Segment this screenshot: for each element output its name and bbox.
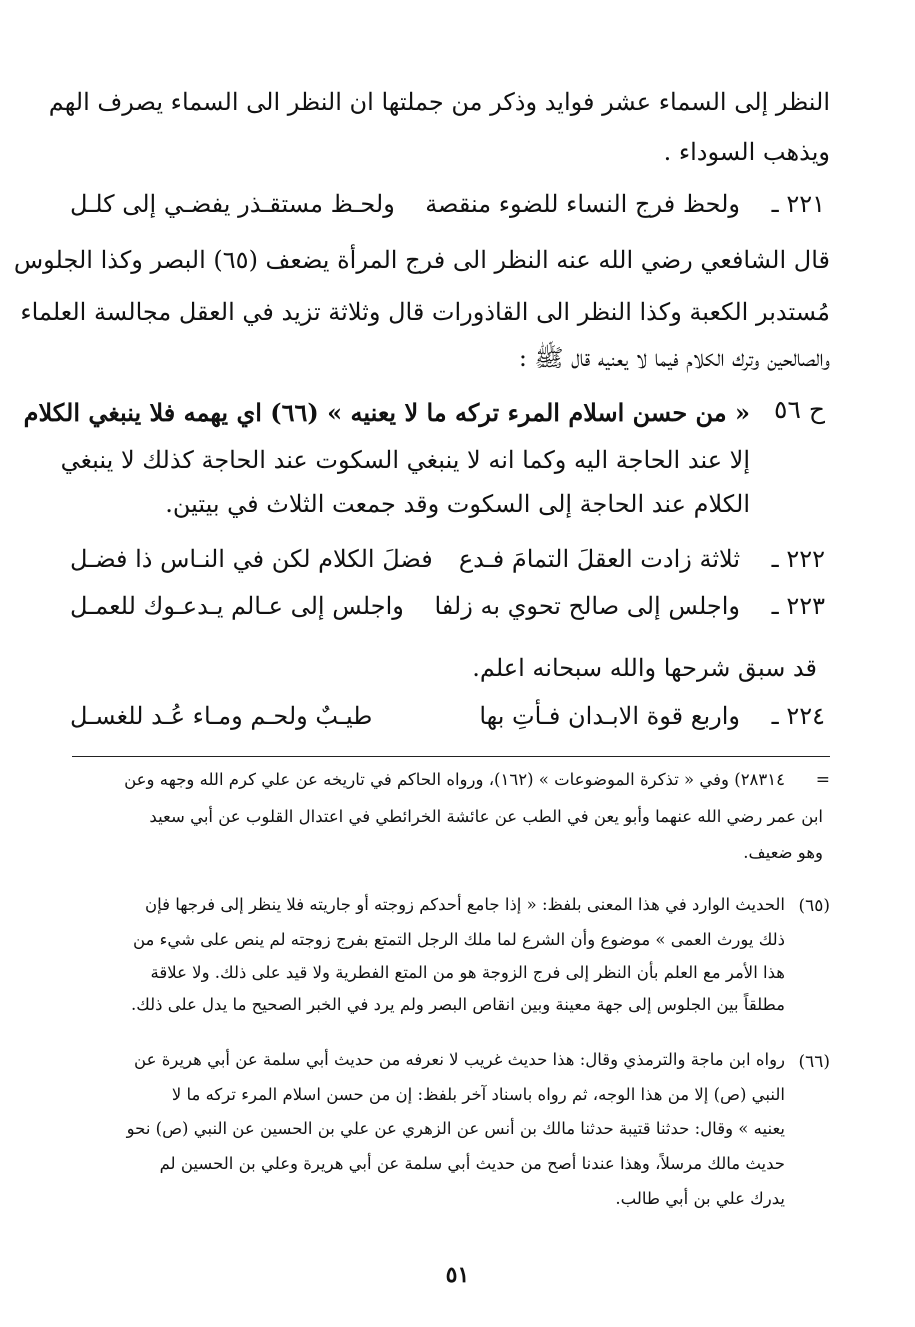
footnote-65-mark: (٦٥) [798,896,830,916]
verse-second-hemistich: ولحـظ مستقـذر يفضـي إلى كلـل [70,190,395,218]
footnote-line: ٢٨٣١٤) وفي « تذكرة الموضوعات » (١٦٢)، ورواه الحاكم في تاريخه عن علي كرم الله وجهه وعن [124,770,785,789]
verse-first-hemistich: ثلاثة زادت العقلَ التمامَ فـدع [458,545,740,573]
hadith-line: إلا عند الحاجة اليه وكما انه لا ينبغي السكوت عند الحاجة كذلك لا ينبغي [60,446,750,474]
footnote-line: وهو ضعيف. [743,843,823,862]
text-line: قال الشافعي رضي الله عنه النظر الى فرج المرأة يضعف (٦٥) البصر وكذا الجلوس [13,246,830,274]
verse-second-hemistich: فضلَ الكلام لكن في النـاس ذا فضـل [70,545,433,573]
text-line: والصالحين وترك الكلام فيما لا يعنيه قال ﷺ : [518,344,830,372]
note-line: قد سبق شرحها والله سبحانه اعلم. [472,654,817,682]
text-line: مُستدبر الكعبة وكذا النظر الى القاذورات قال وثلاثة تزيد في العقل مجالسة العلماء [20,298,830,326]
verse-224 [70,702,825,746]
footnote-line: النبي (ص) إلا من هذا الوجه، ثم رواه باسناد آخر بلفظ: إن من حسن اسلام المرء تركه ما لا [171,1085,785,1104]
verse-second-hemistich: طيـبٌ ولحـم ومـاء عُـد للغسـل [70,702,373,730]
footnote-line: ذلك يورث العمى » موضوع وأن الشرع لما ملك الرجل التمتع بفرج زوجته لم ينص على شيء من [132,930,785,949]
verse-number: ٢٢١ ـ [771,190,825,218]
footnote-line: مطلقاً بين الجلوس إلى جهة معينة وبين انقاص البصر ولم يرد في الخبر الصحيح ما يدل على ذلك. [130,995,785,1014]
verse-number: ٢٢٢ ـ [771,545,825,573]
text-line: ويذهب السوداء . [663,138,830,166]
footnote-line: هذا الأمر مع العلم بأن النظر إلى فرج الزوجة هو من المتع الفطرية ولا قيد على ذلك. ولا علاقة [150,963,785,982]
verse-number: ٢٢٤ ـ [771,702,825,730]
footnote-line: رواه ابن ماجة والترمذي وقال: هذا حديث غريب لا نعرفه من حديث أبي سلمة عن أبي هريرة عن [134,1050,785,1069]
footnote-divider [72,756,830,757]
verse-222 [70,545,825,589]
footnote-line: الحديث الوارد في هذا المعنى بلفظ: « إذا جامع أحدكم زوجته أو جاريته فلا ينظر إلى فرجها فإن [145,895,785,914]
verse-first-hemistich: واربع قوة الابـدان فـأتِ بها [479,702,740,730]
verse-223 [70,592,825,636]
page-number: ٥١ [445,1262,470,1288]
footnote-line: يدرك علي بن أبي طالب. [615,1189,785,1208]
verse-number: ٢٢٣ ـ [771,592,825,620]
verse-221 [70,190,825,234]
text-line: النظر إلى السماء عشر فوايد وذكر من جملتها ان النظر الى السماء يصرف الهم [48,88,830,116]
hadith-number: ح ٥٦ [774,395,825,424]
footnote-line: يعنيه » وقال: حدثنا قتيبة حدثنا مالك بن أنس عن الزهري عن علي بن الحسين عن النبي (ص) نحو [126,1119,785,1138]
footnote-line: حديث مالك مرسلاً، وهذا عندنا أصح من حديث أبي سلمة عن أبي هريرة وعلي بن الحسين لم [159,1154,785,1173]
verse-first-hemistich: واجلس إلى صالح تحوي به زلفا [434,592,740,620]
hadith-line: الكلام عند الحاجة إلى السكوت وقد جمعت الثلاث في بيتين. [165,490,750,518]
footnote-66-mark: (٦٦) [798,1052,830,1072]
hadith-line: « من حسن اسلام المرء تركه ما لا يعنيه » (٦٦) اي يهمه فلا ينبغي الكلام [23,398,750,427]
footnote-continuation-mark: = [815,770,830,790]
verse-first-hemistich: ولحظ فرج النساء للضوء منقصة [425,190,740,218]
footnote-line: ابن عمر رضي الله عنهما وأبو يعن في الطب عن عائشة الخرائطي في اعتدال القلوب عن أبي سعيد [149,807,823,826]
verse-second-hemistich: واجلس إلى عـالم يـدعـوك للعمـل [70,592,404,620]
